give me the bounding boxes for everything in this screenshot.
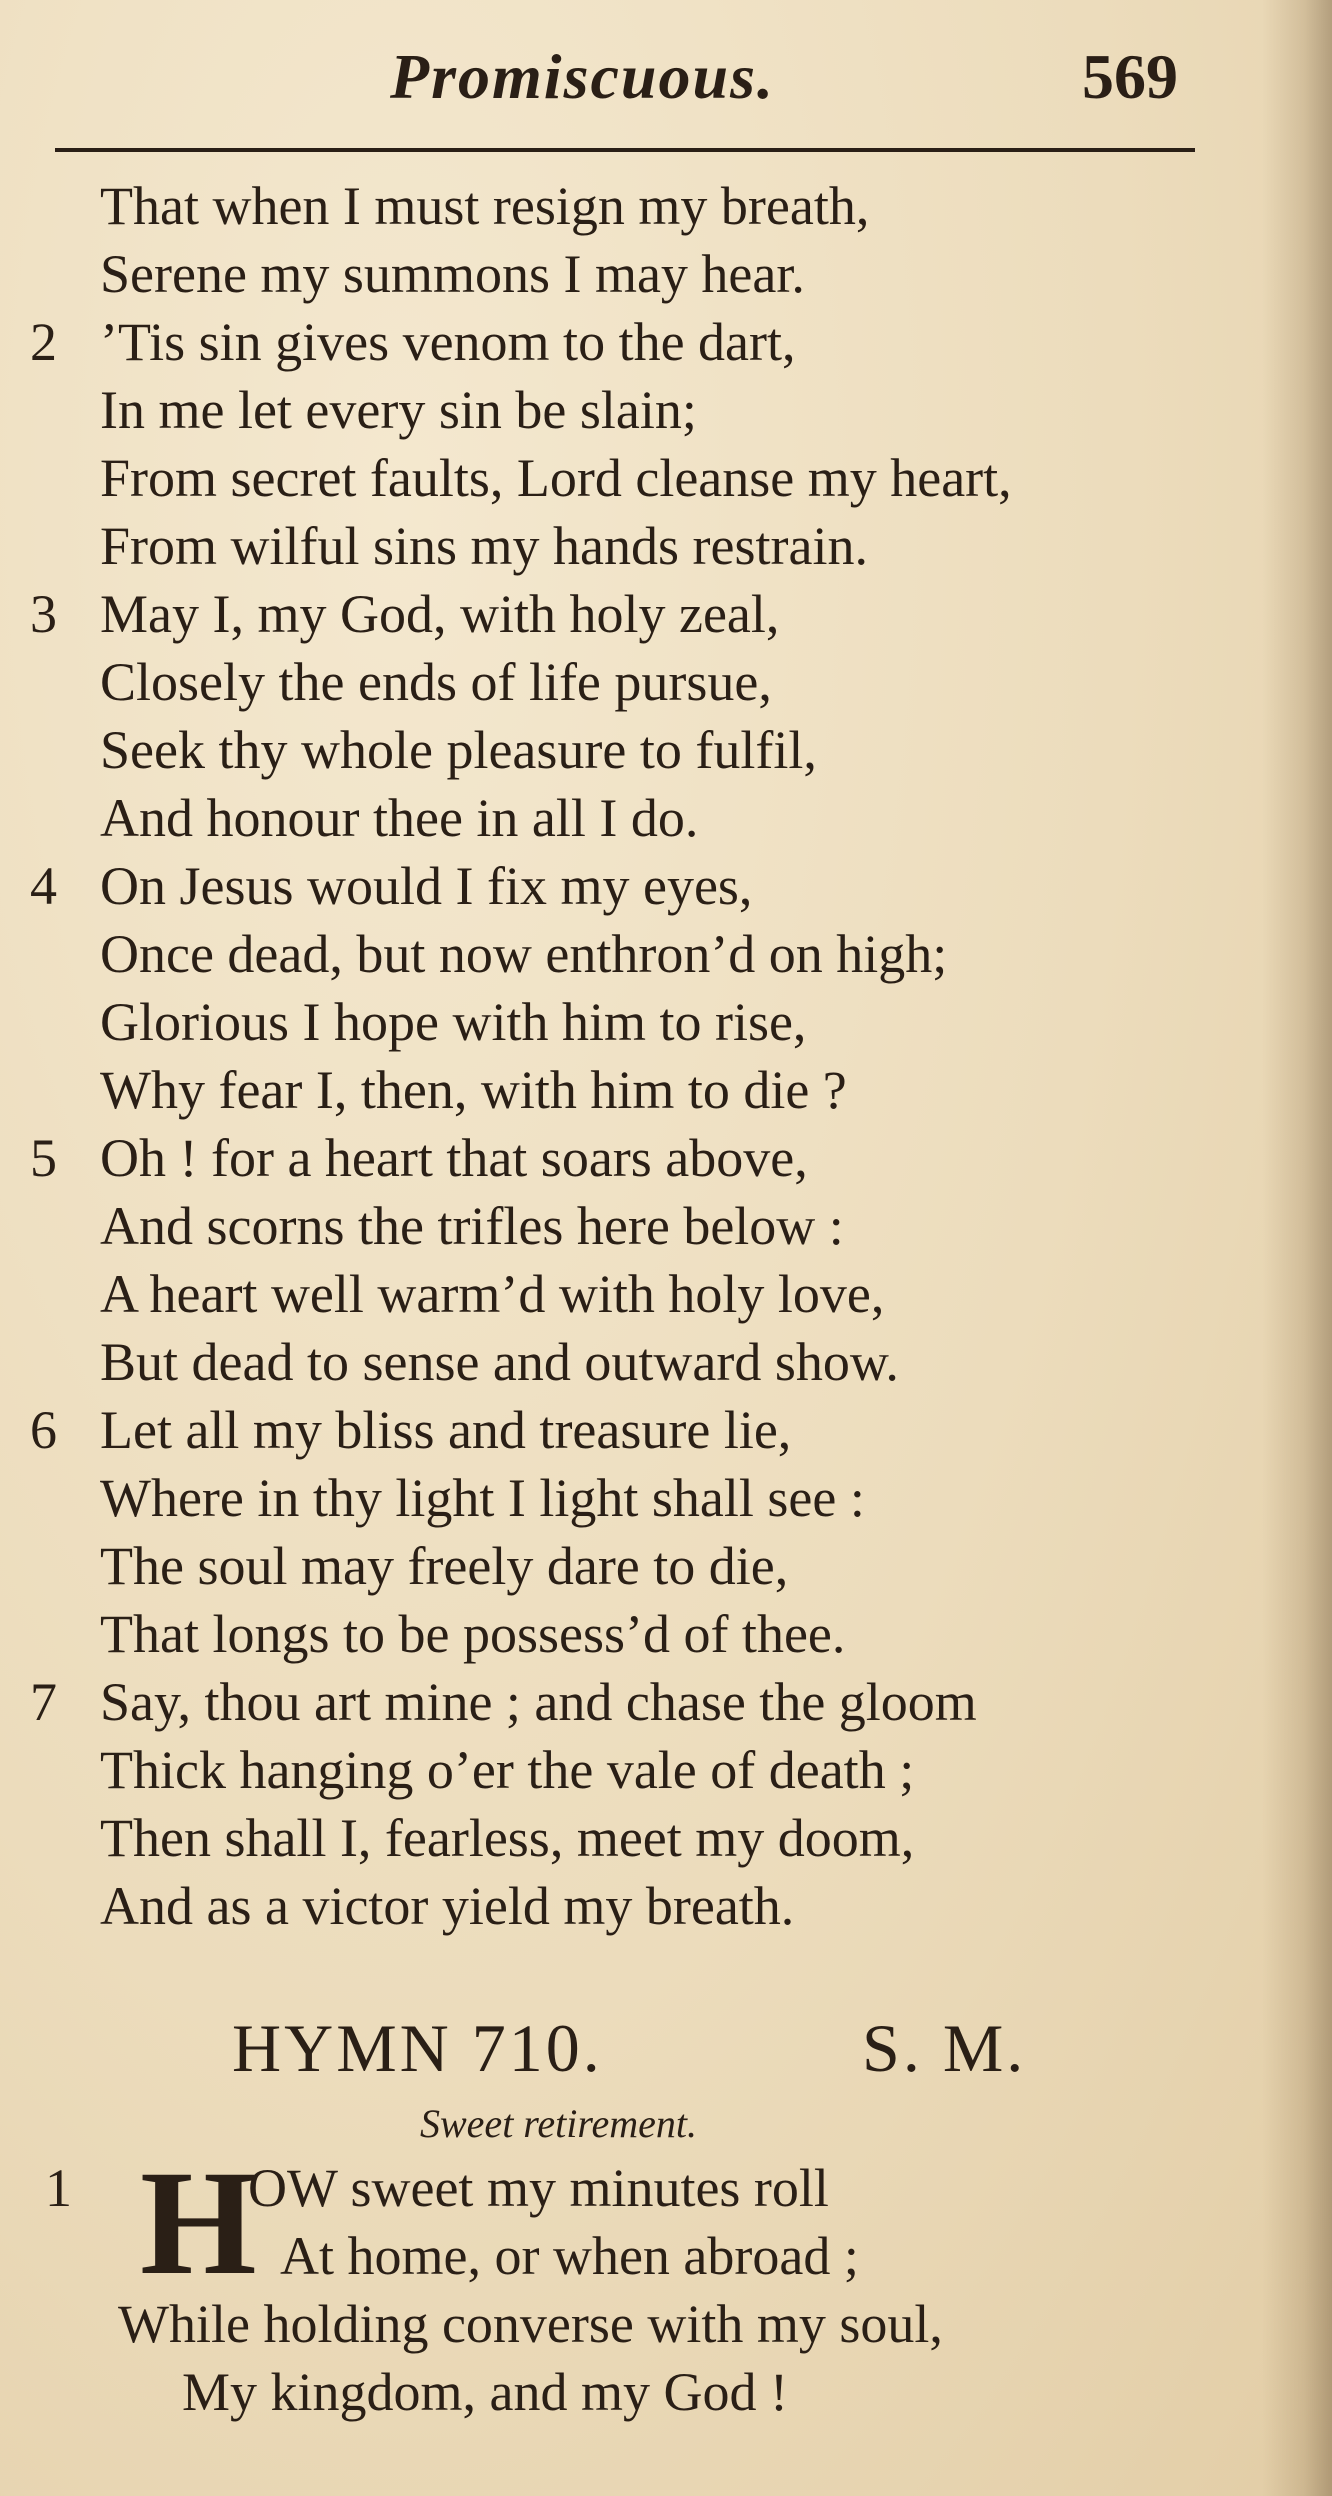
verse-line: Glorious I hope with him to rise, (100, 992, 807, 1052)
verse-line: OW sweet my minutes roll (248, 2158, 829, 2218)
page-number: 569 (1082, 41, 1178, 112)
verse-line: And scorns the trifles here below : (100, 1196, 844, 1256)
page-body (0, 172, 1332, 2434)
verse-line: My kingdom, and my God ! (182, 2362, 788, 2422)
hymn-710-stanza-1 (0, 2140, 1332, 2434)
stanza-6 (0, 1396, 1332, 1668)
hymn-heading (0, 2002, 1332, 2094)
header-rule (55, 148, 1195, 152)
verse-line: 4 On Jesus would I fix my eyes, (0, 852, 1332, 920)
verse-line: In me let every sin be slain; (100, 380, 697, 440)
stanza-number: 7 (30, 1672, 57, 1732)
verse-line: Why fear I, then, with him to die ? (100, 1060, 847, 1120)
stanza-continued (0, 172, 1332, 308)
verse-line: Thick hanging o’er the vale of death ; (100, 1740, 915, 1800)
verse-line: Where in thy light I light shall see : (100, 1468, 865, 1528)
running-title: Promiscuous. (390, 41, 775, 112)
stanza-7 (0, 1668, 1332, 1940)
verse-line: And as a victor yield my breath. (100, 1876, 795, 1936)
stanza-number: 6 (30, 1400, 57, 1460)
hymn-title: HYMN 710. (232, 2010, 603, 2086)
verse-line: 3 May I, my God, with holy zeal, (0, 580, 1332, 648)
verse-line: That when I must resign my breath, (100, 176, 870, 236)
drop-cap: H (140, 2140, 257, 2306)
hymn-meter: S. M. (862, 2010, 1027, 2086)
verse-line: 7 Say, thou art mine ; and chase the gloom (0, 1668, 1332, 1736)
verse-line: Serene my summons I may hear. (100, 244, 805, 304)
verse-line: The soul may freely dare to die, (100, 1536, 789, 1596)
stanza-number: 5 (30, 1128, 57, 1188)
verse-line: Seek thy whole pleasure to fulfil, (100, 720, 817, 780)
verse-line: That longs to be possess’d of thee. (100, 1604, 846, 1664)
verse-line: Once dead, but now enthron’d on high; (100, 924, 948, 984)
verse-line: 5 Oh ! for a heart that soars above, (0, 1124, 1332, 1192)
hymn-subtitle: Sweet retirement. (420, 2101, 697, 2146)
verse-line: From secret faults, Lord cleanse my heart, (100, 448, 1012, 508)
stanza-number: 1 (45, 2158, 72, 2218)
verse-line: Then shall I, fearless, meet my doom, (100, 1808, 915, 1868)
stanza-number: 3 (30, 584, 57, 644)
verse-line: While holding converse with my soul, (118, 2294, 943, 2354)
verse-line: At home, or when abroad ; (280, 2226, 859, 2286)
stanza-number: 4 (30, 856, 57, 916)
stanza-2 (0, 308, 1332, 580)
verse-line: Closely the ends of life pursue, (100, 652, 772, 712)
verse-line: From wilful sins my hands restrain. (100, 516, 868, 576)
page-header (0, 40, 1332, 120)
stanza-5 (0, 1124, 1332, 1396)
verse-line: But dead to sense and outward show. (100, 1332, 899, 1392)
stanza-4 (0, 852, 1332, 1124)
stanza-number: 2 (30, 312, 57, 372)
verse-line: 6 Let all my bliss and treasure lie, (0, 1396, 1332, 1464)
verse-line: 2 ’Tis sin gives venom to the dart, (0, 308, 1332, 376)
verse-line: And honour thee in all I do. (100, 788, 699, 848)
stanza-3 (0, 580, 1332, 852)
verse-line: A heart well warm’d with holy love, (100, 1264, 885, 1324)
